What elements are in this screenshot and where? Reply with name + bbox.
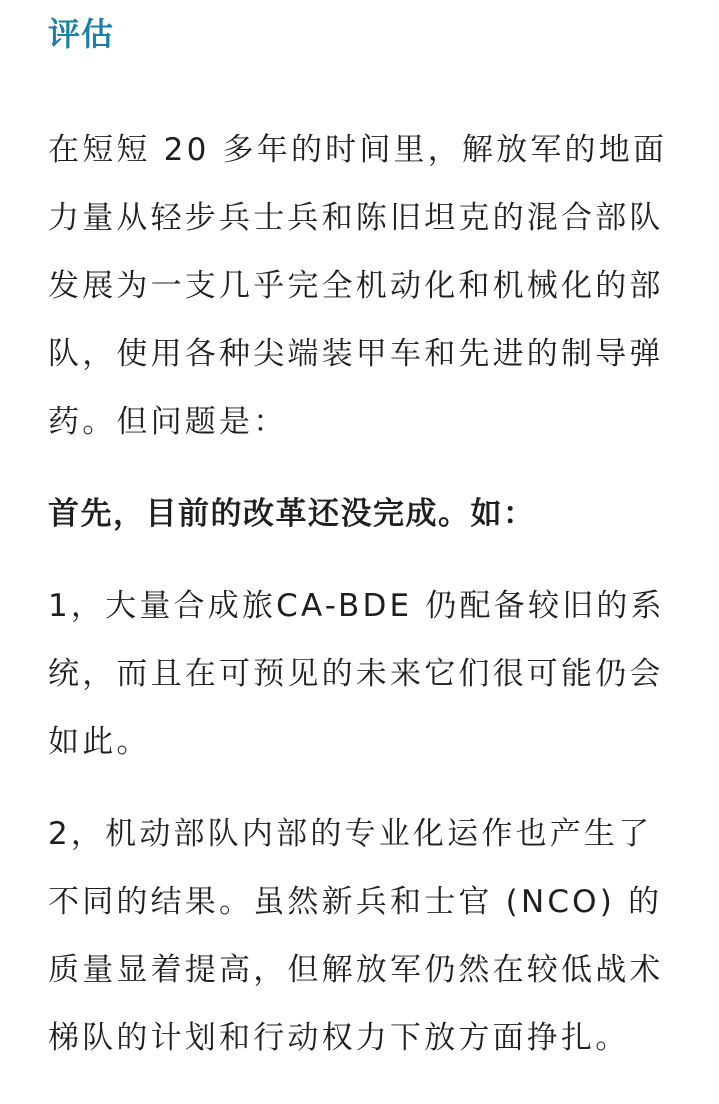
paragraph-intro: 在短短 20 多年的时间里，解放军的地面力量从轻步兵士兵和陈旧坦克的混合部队发展为一支几乎完全机动化和机械化的部队，使用各种尖端装甲车和先进的制导弹药。但问题是： bbox=[48, 132, 668, 440]
list-item-2: 2，机动部队内部的专业化运作也产生了不同的结果。虽然新兵和士官 (NCO) 的质量显着提高，但解放军仍然在较低战术梯队的计划和行动权力下放方面挣扎。 bbox=[48, 816, 664, 1056]
paragraph-first-point: 首先，目前的改革还没完成。如： bbox=[48, 496, 536, 532]
section-heading: 评估 bbox=[48, 15, 115, 53]
list-item-1: 1，大量合成旅CA-BDE 仍配备较旧的系统，而且在可预见的未来它们很可能仍会如此。 bbox=[48, 588, 665, 760]
